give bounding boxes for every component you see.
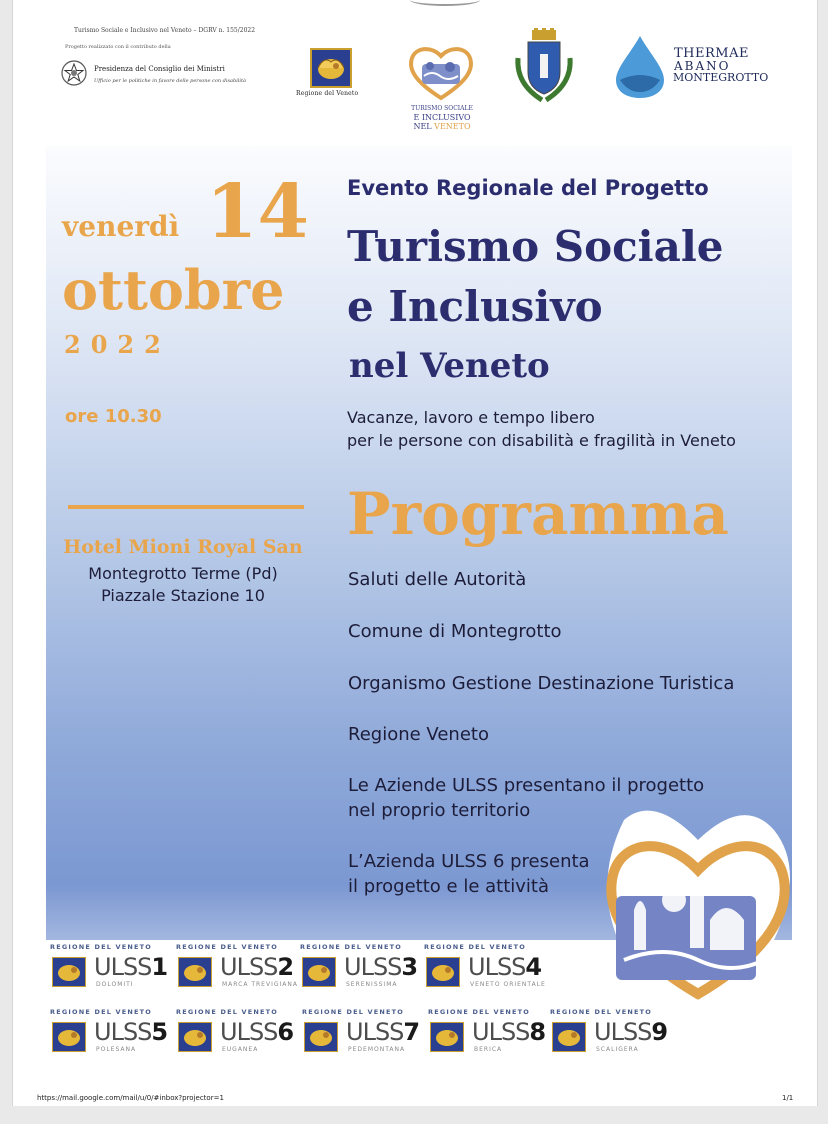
ulss-region-label: REGIONE DEL VENETO	[428, 1008, 531, 1016]
veneto-lion-icon	[426, 957, 460, 987]
ulss-badge	[172, 1008, 294, 1066]
event-kicker: Evento Regionale del Progetto	[347, 176, 709, 200]
thermae-drop-icon	[612, 34, 668, 100]
ulss-number: 4	[525, 953, 542, 981]
veneto-lion-icon	[178, 957, 212, 987]
ulss-area: SERENISSIMA	[346, 981, 398, 988]
ulss-area: POLESANA	[96, 1046, 137, 1053]
tsi-line-3	[404, 122, 480, 131]
ulss-number: 9	[651, 1018, 668, 1046]
event-time: ore 10.30	[65, 406, 162, 427]
ulss-region-label: REGIONE DEL VENETO	[50, 1008, 153, 1016]
ulss-prefix: ULSS	[220, 1018, 278, 1046]
venue-address: Piazzale Stazione 10	[101, 586, 265, 605]
ulss-name	[344, 953, 417, 981]
programma-item: Le Aziende ULSS presentano il progetto	[348, 775, 705, 796]
ulss-name	[94, 953, 167, 981]
ulss-area: VENETO ORIENTALE	[470, 981, 546, 988]
ulss-area: MARCA TREVIGIANA	[222, 981, 298, 988]
ulss-number: 3	[401, 953, 418, 981]
programma-item: nel proprio territorio	[348, 800, 531, 821]
date-day: 14	[206, 169, 309, 255]
veneto-lion-icon	[178, 1022, 212, 1052]
date-month: ottobre	[62, 258, 285, 322]
ulss-name	[472, 1018, 545, 1046]
ulss-area: DOLOMITI	[96, 981, 134, 988]
ulss-prefix: ULSS	[468, 953, 526, 981]
ulss-badge	[424, 1008, 546, 1066]
thermae-logo-text	[674, 48, 768, 84]
programma-item: Regione Veneto	[348, 724, 489, 745]
tsi-line-1: TURISMO SOCIALE	[411, 105, 473, 112]
veneto-lion-icon	[304, 1022, 338, 1052]
programma-item: il progetto e le attività	[348, 876, 549, 897]
programma-item: Organismo Gestione Destinazione Turistica	[348, 673, 735, 694]
ulss-region-label: REGIONE DEL VENETO	[424, 943, 527, 951]
date-year: 2022	[64, 330, 171, 359]
turismo-sociale-large-heart-icon	[594, 800, 802, 1010]
regione-veneto-lion-icon	[310, 48, 352, 88]
veneto-lion-icon	[52, 957, 86, 987]
ulss-prefix: ULSS	[220, 953, 278, 981]
venue-name: Hotel Mioni Royal San	[63, 536, 303, 558]
event-title-line-2: e Inclusivo	[347, 282, 603, 331]
thermae-line-3: MONTEGROTTO	[673, 71, 769, 84]
ulss-region-label: REGIONE DEL VENETO	[50, 943, 153, 951]
orange-divider	[68, 505, 304, 509]
ulss-region-label: REGIONE DEL VENETO	[550, 1008, 653, 1016]
ulss-region-label: REGIONE DEL VENETO	[176, 1008, 279, 1016]
tsi-line-3-nel: NEL	[413, 122, 435, 131]
ulss-badge	[172, 943, 298, 1001]
veneto-lion-icon	[52, 1022, 86, 1052]
event-title-line-1: Turismo Sociale	[347, 222, 724, 271]
turismo-sociale-heart-icon	[406, 42, 476, 102]
tsi-line-2: E INCLUSIVO	[413, 113, 471, 122]
veneto-lion-icon	[302, 957, 336, 987]
montegrotto-crest-icon	[512, 28, 576, 106]
print-footer-url: https://mail.google.com/mail/u/0/#inbox?projector=1	[37, 1094, 224, 1102]
venue-city: Montegrotto Terme (Pd)	[88, 564, 278, 583]
italian-republic-emblem-icon	[61, 60, 87, 86]
ulss-name	[468, 953, 541, 981]
ulss-name	[94, 1018, 167, 1046]
ulss-badge	[546, 1008, 668, 1066]
ulss-region-label: REGIONE DEL VENETO	[176, 943, 279, 951]
ulss-name	[220, 1018, 293, 1046]
ulss-prefix: ULSS	[472, 1018, 530, 1046]
ulss-prefix: ULSS	[94, 1018, 152, 1046]
ulss-number: 5	[151, 1018, 168, 1046]
programma-item: Saluti delle Autorità	[348, 569, 527, 590]
ulss-badge	[46, 1008, 168, 1066]
programma-heading: Programma	[347, 480, 729, 548]
event-title-line-3: nel Veneto	[349, 346, 550, 386]
ulss-name	[346, 1018, 419, 1046]
veneto-lion-icon	[552, 1022, 586, 1052]
ulss-number: 7	[403, 1018, 420, 1046]
ulss-badge	[296, 943, 418, 1001]
header-contribution-line: Progetto realizzato con il contributo della	[65, 44, 171, 50]
print-page-number: 1/1	[782, 1094, 794, 1102]
ulss-number: 8	[529, 1018, 546, 1046]
government-name: Presidenza del Consiglio dei Ministri	[94, 65, 225, 73]
tsi-line-3-veneto: VENETO	[434, 122, 471, 131]
event-subtitle-line-1: Vacanze, lavoro e tempo libero	[347, 408, 595, 427]
programma-item: Comune di Montegrotto	[348, 621, 562, 642]
ulss-badge	[298, 1008, 420, 1066]
ulss-prefix: ULSS	[94, 953, 152, 981]
date-weekday: venerdì	[62, 210, 180, 243]
ulss-name	[220, 953, 293, 981]
ulss-number: 2	[277, 953, 294, 981]
ulss-area: PEDEMONTANA	[348, 1046, 406, 1053]
ulss-prefix: ULSS	[594, 1018, 652, 1046]
turismo-sociale-logo-text	[404, 104, 480, 131]
thermae-line-1: THERMAE	[674, 46, 749, 61]
thermae-line-2: ABANO	[674, 59, 731, 73]
ulss-number: 1	[151, 953, 168, 981]
ulss-number: 6	[277, 1018, 294, 1046]
ulss-prefix: ULSS	[344, 953, 402, 981]
ulss-badge	[46, 943, 168, 1001]
ulss-badge	[420, 943, 546, 1001]
government-office: Ufficio per le politiche in favore delle persone con disabilità	[94, 78, 246, 84]
event-subtitle-line-2: per le persone con disabilità e fragilità in Veneto	[347, 431, 736, 450]
ulss-area: SCALIGERA	[596, 1046, 639, 1053]
programma-item: L’Azienda ULSS 6 presenta	[348, 851, 590, 872]
veneto-lion-icon	[430, 1022, 464, 1052]
header-project-line: Turismo Sociale e Inclusivo nel Veneto – DGRV n. 155/2022	[74, 27, 256, 34]
regione-veneto-label: Regione del Veneto	[296, 90, 359, 97]
ulss-region-label: REGIONE DEL VENETO	[300, 943, 403, 951]
ulss-area: EUGANEA	[222, 1046, 259, 1053]
ulss-area: BERICA	[474, 1046, 503, 1053]
ulss-prefix: ULSS	[346, 1018, 404, 1046]
ulss-name	[594, 1018, 667, 1046]
ulss-region-label: REGIONE DEL VENETO	[302, 1008, 405, 1016]
